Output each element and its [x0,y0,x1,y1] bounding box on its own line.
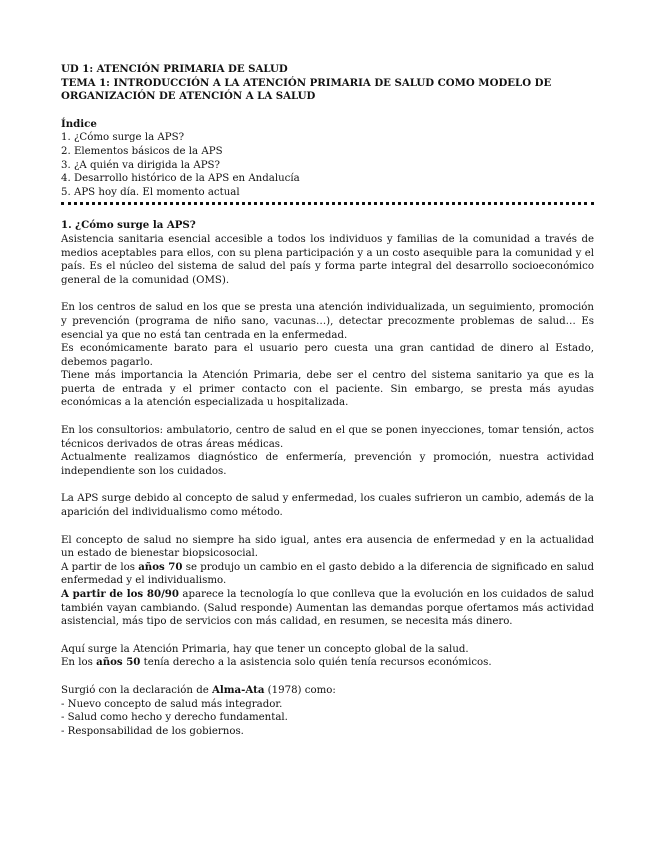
paragraph: En los consultorios: ambulatorio, centro de salud en el que se ponen inyecciones, tomar tensión, actos técnicos derivados de otras áreas médicas. [61,425,594,450]
index-list [61,131,594,199]
paragraph: En los centros de salud en los que se presta una atención individualizada, un seguimiento, promoción y prevención (programa de niño sano, vacunas…), detectar precozmente problemas de salud… Es esencial ya que no está tan centrada en la enfermedad. [61,302,594,341]
paragraph [61,588,594,629]
text-run: (1978) como: [264,684,336,696]
bullet-list [61,698,594,739]
text-run: Surgió con la declaración de [61,684,212,696]
index-item: 1. ¿Cómo surge la APS? [61,132,185,144]
text-run: tenía derecho a la asistencia solo quién tenía recursos económicos. [140,657,492,669]
text-run: En los [61,657,97,669]
section-heading: 1. ¿Cómo surge la APS? [61,219,196,232]
index-item: 2. Elementos básicos de la APS [61,145,223,157]
bold-text: años 70 [138,560,183,573]
index-heading: Índice [61,117,97,130]
text-run: aparece la tecnología lo que conlleva que la evolución en los cuidados de salud también vayan cambiando. (Salud responde) Aumentan las demandas porque ofertamos más actividad asistencial, más tipo de servicios con más calidad, en resumen, se necesita más dinero. [61,589,594,628]
paragraph: Actualmente realizamos diagnóstico de enfermería, prevención y promoción, nuestra actividad independiente son los cuidados. [61,452,594,477]
paragraph [61,561,594,588]
bold-text: A partir de los 80/90 [61,588,179,600]
paragraph: El concepto de salud no siempre ha sido igual, antes era ausencia de enfermedad y en la actualidad un estado de bienestar biopsicosocial. [61,534,594,560]
paragraph [61,684,594,698]
list-item: - Salud como hecho y derecho fundamental. [61,712,288,724]
paragraph [61,656,594,670]
paragraph: Es económicamente barato para el usuario pero cuesta una gran cantidad de dinero al Estado, debemos pagarlo. [61,343,594,368]
paragraph: Asistencia sanitaria esencial accesible a todos los individuos y familias de la comunidad a través de medios aceptables para ellos, con su plena participación y a un costo asequible para la comunidad y el país. Es el núcleo del sistema de salud del país y forma parte integral del desarrollo socioeconómico general de la comunidad (OMS). [61,233,594,286]
index-item: 4. Desarrollo histórico de la APS en Andalucía [61,173,300,185]
document-page [61,63,594,738]
unit-title: UD 1: ATENCIÓN PRIMARIA DE SALUD [61,63,288,75]
text-run: se produjo un cambio en el gasto debido a la diferencia de significado en salud enfermedad y el individualismo. [61,561,595,587]
text-run: A partir de los [61,561,139,573]
paragraph: La APS surge debido al concepto de salud y enfermedad, los cuales sufrieron un cambio, además de la aparición del individualismo como método. [61,493,594,519]
topic-title: TEMA 1: INTRODUCCIÓN A LA ATENCIÓN PRIMARIA DE SALUD COMO MODELO DE ORGANIZACIÓN DE ATENCIÓN A LA SALUD [61,76,552,103]
bold-text: Alma-Ata [212,683,265,696]
paragraph: Tiene más importancia la Atención Primaria, debe ser el centro del sistema sanitario ya que es la puerta de entrada y el primer contacto con el paciente. Sin embargo, se presta más ayudas económicas a la atención especializada u hospitalizada. [61,370,594,409]
paragraph: Aquí surge la Atención Primaria, hay que tener un concepto global de la salud. [61,643,469,655]
list-item: - Responsabilidad de los gobiernos. [61,725,244,737]
list-item: - Nuevo concepto de salud más integrador. [61,698,283,710]
index-item: 3. ¿A quién va dirigida la APS? [61,159,220,171]
index-item: 5. APS hoy día. El momento actual [61,186,240,198]
bold-text: años 50 [96,656,141,669]
